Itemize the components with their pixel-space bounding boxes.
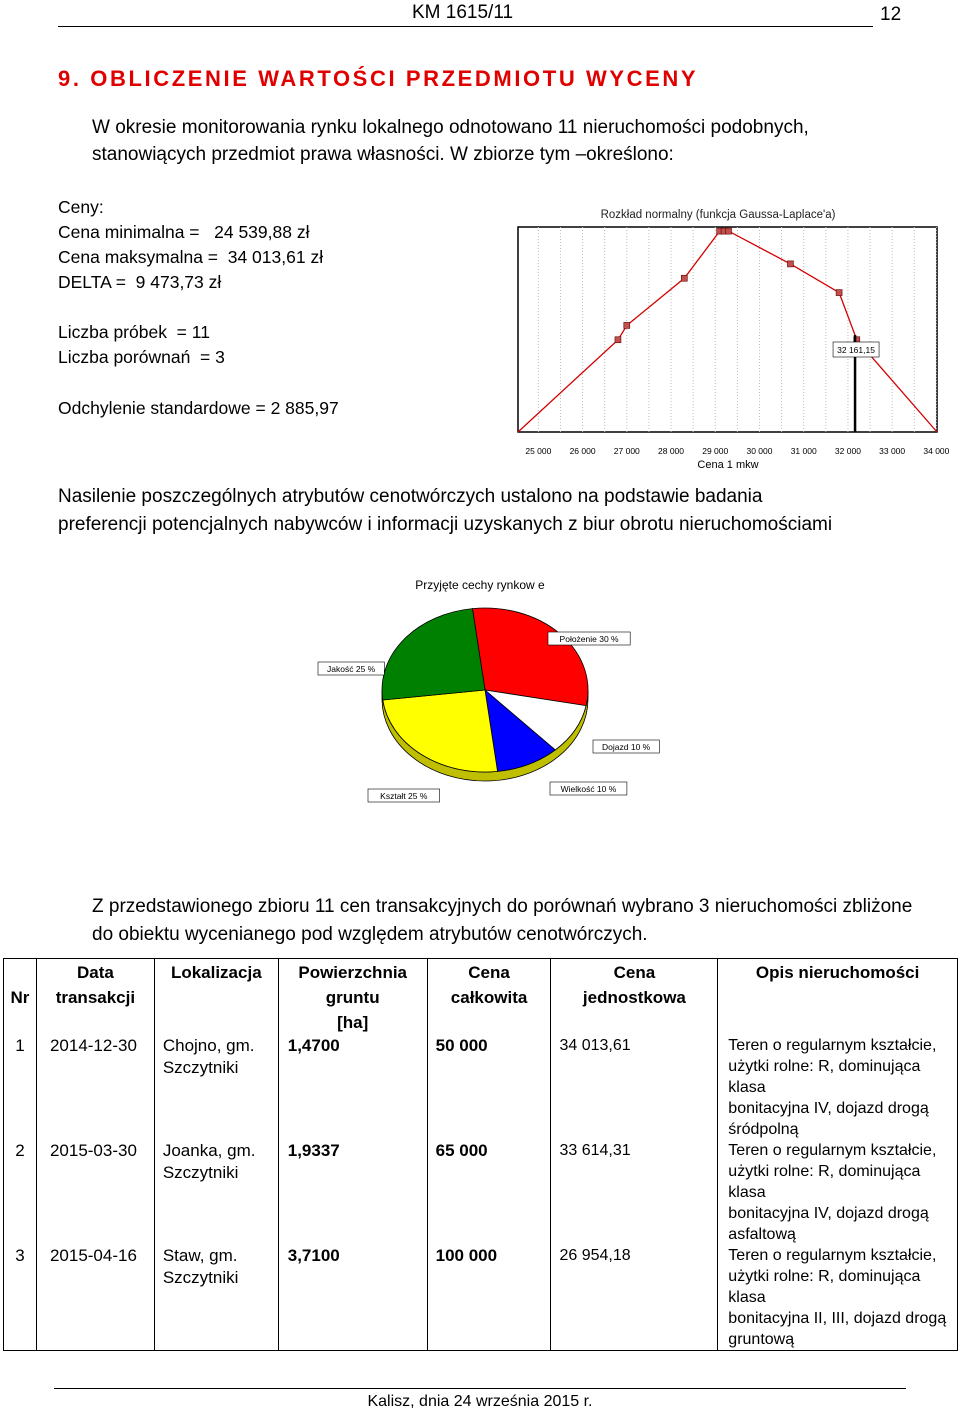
header-nr: Nr (4, 959, 37, 1036)
pie-label: Wielkość 10 % (560, 784, 617, 794)
cell-cena-jednostkowa: 26 954,18 (551, 1245, 718, 1351)
page-number: 12 (880, 4, 902, 25)
opis-line3: bonitacyjna IV, dojazd drogą (728, 1100, 929, 1117)
liczba-porownan: Liczba porównań = 3 (58, 347, 225, 367)
opis-line2: użytki rolne: R, dominująca klasa (728, 1268, 921, 1306)
opis-line3: bonitacyjna IV, dojazd drogą (728, 1205, 929, 1222)
header-data (36, 959, 154, 1036)
cell-nr: 1 (4, 1035, 37, 1140)
cell-powierzchnia: 1,9337 (278, 1140, 427, 1245)
attributes-paragraph: Nasilenie poszczególnych atrybutów cenotwórczych ustalono na podstawie badania preferencji potencjalnych nabywców i informacji uzyskanych z biur obrotu nieruchomościami (58, 486, 833, 535)
intro-line-2: stanowiących przedmiot prawa własności. W zbiorze tym –określono: (92, 144, 674, 165)
header-pow-line1: Powierzchnia (298, 963, 407, 982)
section-title: 9. OBLICZENIE WARTOŚCI PRZEDMIOTU WYCENY (58, 66, 699, 91)
opis-line4: gruntową (728, 1331, 795, 1348)
cell-powierzchnia: 1,4700 (278, 1035, 427, 1140)
x-axis-label: Cena 1 mkw (697, 459, 759, 471)
pie-label: Jakość 25 % (327, 664, 376, 674)
cell-opis (718, 1245, 958, 1351)
header-cena-j-line1: Cena (613, 963, 656, 982)
transactions-table (3, 958, 958, 1351)
sample-stats (58, 320, 225, 370)
liczba-probek: Liczba próbek = 11 (58, 322, 210, 342)
intro-line-1: W okresie monitorowania rynku lokalnego odnotowano 11 nieruchomości podobnych, (92, 117, 809, 138)
cena-minimalna: Cena minimalna = 24 539,88 zł (58, 222, 310, 242)
header-cena-c-line1: Cena (468, 963, 510, 982)
header-rule (58, 26, 873, 27)
pie-chart (300, 570, 680, 820)
cell-data: 2015-03-30 (36, 1140, 154, 1245)
x-tick-label: 28 000 (658, 446, 685, 456)
header-pow-line3: [ha] (337, 1013, 369, 1032)
price-stats (58, 195, 323, 295)
data-point (624, 322, 630, 328)
data-point (726, 228, 732, 234)
x-tick-label: 27 000 (613, 446, 640, 456)
cena-maksymalna: Cena maksymalna = 34 013,61 zł (58, 247, 324, 267)
header-data-line2: transakcji (55, 988, 136, 1007)
marker-label: 32 161,15 (837, 345, 875, 355)
cell-cena-calkowita: 65 000 (427, 1140, 551, 1245)
selection-paragraph: Z przedstawionego zbioru 11 cen transakcyjnych do porównań wybrano 3 nieruchomości zbliżone do obiektu wycenianego pod względem atrybutów cenotwórczych. (92, 896, 913, 945)
cell-lok-line1: Joanka, gm. (162, 1141, 256, 1160)
header-cena-calkowita (427, 959, 551, 1036)
table-header-row (4, 959, 958, 1036)
x-tick-label: 25 000 (525, 446, 552, 456)
header-opis: Opis nieruchomości (718, 959, 958, 1036)
pie-slice (382, 609, 485, 700)
opis-line1: Teren o regularnym kształcie, (728, 1037, 937, 1054)
pie-title: Przyjęte cechy rynkow e (415, 578, 545, 592)
table-row (4, 1245, 958, 1351)
cell-lokalizacja (154, 1035, 278, 1140)
pie-label: Kształt 25 % (380, 791, 428, 801)
cell-lok-line2: Szczytniki (162, 1268, 239, 1287)
footer-text: Kalisz, dnia 24 września 2015 r. (367, 1393, 593, 1410)
cell-cena-jednostkowa: 33 614,31 (551, 1140, 718, 1245)
cell-cena-calkowita: 100 000 (427, 1245, 551, 1351)
std-dev: Odchylenie standardowe = 2 885,97 (58, 398, 339, 418)
ceny-label: Ceny: (58, 197, 104, 217)
pie-slice (383, 690, 498, 772)
x-tick-label: 32 000 (834, 446, 861, 456)
x-tick-label: 31 000 (790, 446, 817, 456)
cell-opis (718, 1035, 958, 1140)
cell-lokalizacja (154, 1140, 278, 1245)
document-code: KM 1615/11 (412, 2, 514, 23)
cell-nr: 3 (4, 1245, 37, 1351)
x-tick-label: 29 000 (702, 446, 729, 456)
pie-label: Dojazd 10 % (602, 742, 651, 752)
cell-lok-line1: Chojno, gm. (162, 1036, 255, 1055)
opis-line1: Teren o regularnym kształcie, (728, 1247, 937, 1264)
cell-lok-line2: Szczytniki (162, 1058, 239, 1077)
data-point (836, 290, 842, 296)
x-tick-label: 34 000 (923, 446, 950, 456)
data-point (681, 275, 687, 281)
table-row (4, 1140, 958, 1245)
x-tick-label: 33 000 (879, 446, 906, 456)
cell-cena-calkowita: 50 000 (427, 1035, 551, 1140)
cell-lok-line1: Staw, gm. (162, 1246, 238, 1265)
opis-line4: asfaltową (728, 1226, 796, 1243)
header-cena-jednostkowa (551, 959, 718, 1036)
data-point (615, 337, 621, 343)
cell-data: 2014-12-30 (36, 1035, 154, 1140)
cell-lok-line2: Szczytniki (162, 1163, 239, 1182)
data-point (787, 261, 793, 267)
header-lokalizacja: Lokalizacja (154, 959, 278, 1036)
opis-line3: bonitacyjna II, III, dojazd drogą (728, 1310, 947, 1327)
intro-paragraph (92, 114, 922, 168)
delta: DELTA = 9 473,73 zł (58, 272, 222, 292)
footer-rule (54, 1388, 906, 1389)
opis-line2: użytki rolne: R, dominująca klasa (728, 1163, 921, 1201)
header-cena-j-line2: jednostkowa (582, 988, 686, 1007)
header-cena-c-line2: całkowita (450, 988, 528, 1007)
cell-opis (718, 1140, 958, 1245)
cell-nr: 2 (4, 1140, 37, 1245)
opis-line2: użytki rolne: R, dominująca klasa (728, 1058, 921, 1096)
header-pow-line2: gruntu (325, 988, 380, 1007)
opis-line4: śródpolną (728, 1121, 799, 1138)
cell-lokalizacja (154, 1245, 278, 1351)
opis-line1: Teren o regularnym kształcie, (728, 1142, 937, 1159)
x-tick-label: 30 000 (746, 446, 773, 456)
header-data-line1: Data (76, 963, 114, 982)
cell-data: 2015-04-16 (36, 1245, 154, 1351)
header-powierzchnia (278, 959, 427, 1036)
chart-title: Rozkład normalny (funkcja Gaussa-Laplace'a) (600, 209, 836, 221)
cell-cena-jednostkowa: 34 013,61 (551, 1035, 718, 1140)
table-row (4, 1035, 958, 1140)
plot-area (518, 227, 937, 432)
gauss-chart (505, 200, 955, 475)
cell-powierzchnia: 3,7100 (278, 1245, 427, 1351)
x-tick-label: 26 000 (569, 446, 596, 456)
pie-label: Położenie 30 % (559, 634, 619, 644)
